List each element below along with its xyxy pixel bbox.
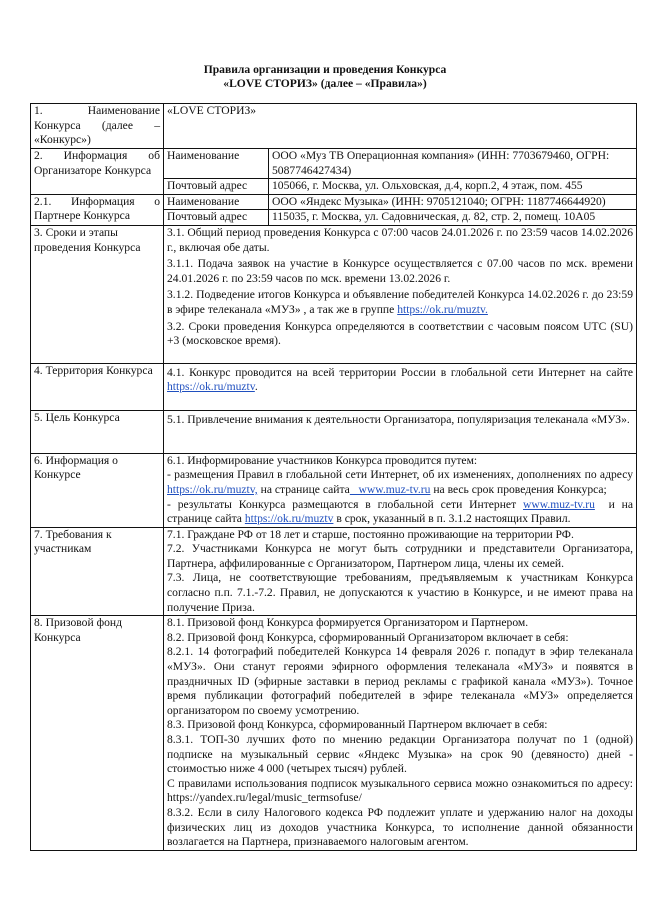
clause-7-2: 7.2. Участниками Конкурса не могут быть сотрудники и представители Организатора, Партнера, аффилированные с Организатором, Партнером лица, члены их семей. bbox=[167, 542, 633, 570]
row-label: 8. Призовой фонд Конкурса bbox=[31, 616, 164, 851]
contest-name-value: «LOVE СТОРИЗ» bbox=[164, 104, 637, 149]
clause-8-2: 8.2. Призовой фонд Конкурса, сформированный Организатором включает в себя: bbox=[167, 630, 569, 644]
table-row-partner bbox=[31, 194, 637, 210]
information-content bbox=[164, 453, 637, 527]
table-row-contest-name bbox=[31, 104, 637, 149]
rules-table bbox=[30, 103, 637, 851]
clause-8-3-1: 8.3.1. ТОП-30 лучших фото по мнению редакции Организатора получат по 1 (одной) подписке на музыкальный сервис «Яндекс Музыка» на срок 90 (девяносто) дней - стоимостью ниже 4 000 (четырех тысяч) рублей. bbox=[167, 733, 633, 776]
clause-text: на весь срок проведения Конкурса; bbox=[430, 482, 607, 496]
table-row-terms bbox=[31, 225, 637, 363]
partner-address-value: 115035, г. Москва, ул. Садовническая, д. 82, стр. 2, помещ. 10А05 bbox=[269, 210, 637, 226]
clause-text: - размещения Правил в глобальной сети Интернет, об их изменениях, дополнениях по адресу bbox=[167, 468, 633, 482]
partner-name-value: ООО «Яндекс Музыка» (ИНН: 9705121040; ОГРН: 1187746644920) bbox=[269, 194, 637, 210]
clause-8-2-1: 8.2.1. 14 фотографий победителей Конкурса 14 февраля 2026 г. попадут в эфир телеканала «МУЗ». Они станут героями эфирного оформления телеканала «МУЗ» и появятся в праздничных ID (эфирные заставки в период рекламы с графикой канала «МУЗ»). Точное время публикации фотографий победителей в эфире телеканала «МУЗ» определяется организатором по своему усмотрению. bbox=[167, 645, 633, 717]
music-terms-note: С правилами использования подписок музыкального сервиса можно ознакомиться по адресу: https://yandex.ru/legal/music_termsofuse/ bbox=[167, 776, 633, 805]
clause-text: 3.1.2. Подведение итогов Конкурса и объявление победителей Конкурса 14.02.2026 г. до 23:59 в эфире телеканала «МУЗ» , а так же в группе bbox=[167, 288, 633, 316]
table-row-requirements bbox=[31, 527, 637, 616]
row-label: 2.1. Информация о Партнере Конкурса bbox=[31, 194, 164, 225]
table-row-information bbox=[31, 453, 637, 527]
document-title bbox=[0, 63, 650, 91]
clause-text: и на странице сайта bbox=[167, 497, 636, 526]
clause-3-1: 3.1. Общий период проведения Конкурса с 07:00 часов 24.01.2026 г. по 23:59 часов 14.02.2026 г., включая обе даты. bbox=[167, 225, 633, 254]
partner-name-label: Наименование bbox=[164, 194, 269, 210]
row-label: 3. Сроки и этапы проведения Конкурса bbox=[31, 225, 164, 363]
clause-end: . bbox=[254, 380, 258, 394]
muz-tv-link[interactable]: www.muz-tv.ru bbox=[349, 482, 431, 496]
organizer-name-label: Наименование bbox=[164, 149, 269, 179]
clause-6-1: 6.1. Информирование участников Конкурса проводится путем: bbox=[167, 453, 478, 467]
table-row-organizer bbox=[31, 149, 637, 179]
partner-address-label: Почтовый адрес bbox=[164, 210, 269, 226]
prize-fund-content bbox=[164, 616, 637, 851]
row-label: 4. Территория Конкурса bbox=[31, 363, 164, 410]
clause-text: на странице сайта bbox=[257, 482, 350, 496]
muz-tv-link[interactable]: www.muz-tv.ru bbox=[522, 497, 595, 511]
table-row-goal bbox=[31, 410, 637, 453]
clause-6-1-a bbox=[167, 468, 633, 497]
row-label: 6. Информация о Конкурсе bbox=[31, 453, 164, 527]
ok-ru-link[interactable]: https://ok.ru/muztv, bbox=[167, 482, 258, 496]
table-row-territory bbox=[31, 363, 637, 410]
clause-8-1: 8.1. Призовой фонд Конкурса формируется Организатором и Партнером. bbox=[167, 616, 529, 630]
ok-ru-link[interactable]: https://ok.ru/muztv bbox=[244, 512, 334, 526]
row-label: 1. Наименование Конкурса (далее – «Конкурс») bbox=[31, 104, 164, 149]
clause-7-1: 7.1. Граждане РФ от 18 лет и старше, постоянно проживающие на территории РФ. bbox=[167, 527, 574, 541]
table-row-prize-fund bbox=[31, 616, 637, 851]
clause-7-3: 7.3. Лица, не соответствующие требованиям, предъявляемым к участникам Конкурса согласно п.п. 7.1.-7.2. Правил, не допускаются к участию в Конкурсе, и не имеют права на получение Приза. bbox=[167, 571, 633, 614]
clause-8-3: 8.3. Призовой фонд Конкурса, сформированный Партнером включает в себя: bbox=[167, 718, 548, 732]
clause-text: 4.1. Конкурс проводится на всей территории России в глобальной сети Интернет на сайте bbox=[167, 365, 633, 379]
title-line-2: «LOVE СТОРИЗ» (далее – «Правила») bbox=[223, 77, 427, 90]
organizer-name-value: ООО «Муз ТВ Операционная компания» (ИНН: 7703679460, ОГРН: 5087746427434) bbox=[269, 149, 637, 179]
row-label: 2. Информация об Организаторе Конкурса bbox=[31, 149, 164, 195]
organizer-address-value: 105066, г. Москва, ул. Ольховская, д.4, корп.2, 4 этаж, пом. 455 bbox=[269, 179, 637, 195]
clause-3-2: 3.2. Сроки проведения Конкурса определяются в соответствии с часовым поясом UTC (SU) +3 (московское время). bbox=[167, 319, 633, 348]
ok-ru-link[interactable]: https://ok.ru/muztv. bbox=[397, 302, 488, 316]
clause-3-1-1: 3.1.1. Подача заявок на участие в Конкурсе осуществляется с 07.00 часов по мск. времени 24.01.2026 г. по 23:59 часов по мск. времени 13.02.2026 г. bbox=[167, 257, 633, 285]
clause-text: в срок, указанный в п. 3.1.2 настоящих Правил. bbox=[333, 512, 571, 526]
requirements-content bbox=[164, 527, 637, 616]
row-label: 7. Требования к участникам bbox=[31, 527, 164, 616]
clause-8-3-2: 8.3.2. Если в силу Налогового кодекса РФ подлежит уплате и удержанию налог на доходы физических лиц из доходов участника Конкурса, то исполнение данной обязанности возлагается на Партнера, признаваемого налоговым агентом. bbox=[167, 805, 633, 849]
row-label: 5. Цель Конкурса bbox=[31, 410, 164, 453]
terms-content bbox=[164, 225, 637, 363]
title-line-1: Правила организации и проведения Конкурса bbox=[203, 63, 447, 76]
organizer-address-label: Почтовый адрес bbox=[164, 179, 269, 195]
clause-3-1-2 bbox=[167, 288, 633, 317]
clause-text: - результаты Конкурса размещаются в глобальной сети Интернет bbox=[167, 497, 523, 511]
goal-content: 5.1. Привлечение внимания к деятельности Организатора, популяризация телеканала «МУЗ». bbox=[164, 410, 637, 453]
clause-6-1-b bbox=[167, 497, 636, 527]
ok-ru-link[interactable]: https://ok.ru/muztv bbox=[167, 380, 255, 394]
territory-content bbox=[164, 363, 637, 410]
